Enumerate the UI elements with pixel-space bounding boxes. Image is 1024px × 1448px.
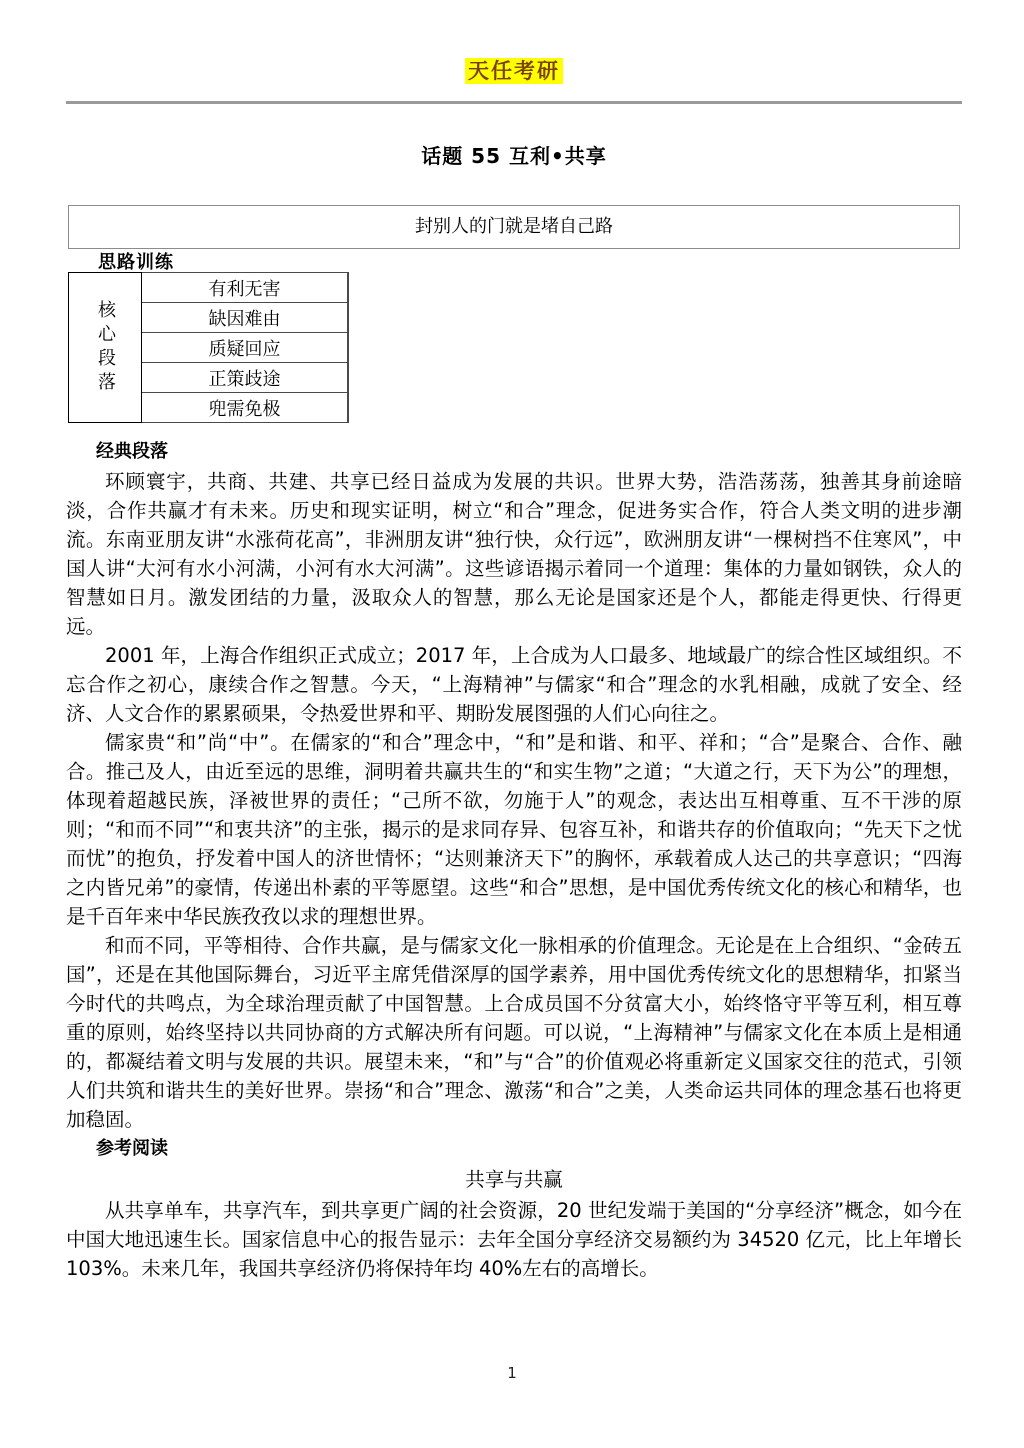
core-paragraph-table [68,272,349,423]
body-paragraph-5: 从共享单车，共享汽车，到共享更广阔的社会资源，20 世纪发端于美国的“分享经济”概念，如今在中国大地迅速生长。国家信息中心的报告显示：去年全国分享经济交易额约为 34520 亿元，比上年增长 103%。未来几年，我国共享经济仍将保持年均 40%左右的高增长。 [66,1199,962,1280]
brand-title [66,56,962,86]
section-heading-classic-paragraph: 经典段落 [96,441,168,462]
table-content-cell[interactable] [348,363,349,393]
table-content-cell[interactable] [348,333,349,363]
body-paragraph-3: 儒家贵“和”尚“中”。在儒家的“和合”理念中，“和”是和谐、和平、祥和；“合”是聚合、合作、融合。推己及人，由近至远的思维，洞明着共赢共生的“和实生物”之道；“大道之行，天下为公”的理想，体现着超越民族，泽被世界的责任；“己所不欲，勿施于人”的观念，表达出互相尊重、互不干涉的原则；“和而不同”“和衷共济”的主张，揭示的是求同存异、包容互补，和谐共存的价值取向；“先天下之忧而忧”的抱负，抒发着中国人的济世情怀；“达则兼济天下”的胸怀，承载着成人达己的共享意识；“四海之内皆兄弟”的豪情，传递出朴素的平等愿望。这些“和合”思想，是中国优秀传统文化的核心和精华，也是千百年来中华民族孜孜以求的理想世界。 [66,731,962,928]
table-label-cell: 质疑回应 [142,333,348,363]
table-content-cell[interactable] [348,303,349,333]
page-header [66,56,962,106]
page-number: 1 [507,1364,517,1382]
article-body [66,437,962,1283]
table-content-cell[interactable] [348,273,349,303]
table-label-cell: 有利无害 [142,273,348,303]
reference-reading-title: 共享与共赢 [465,1168,563,1191]
subtitle-box: 封别人的门就是堵自己路 [68,205,960,249]
section-heading-reference-reading: 参考阅读 [96,1138,168,1159]
body-paragraph-4: 和而不同，平等相待、合作共赢，是与儒家文化一脉相承的价值理念。无论是在上合组织、“金砖五国”，还是在其他国际舞台，习近平主席凭借深厚的国学素养，用中国优秀传统文化的思想精华，扣紧当今时代的共鸣点，为全球治理贡献了中国智慧。上合成员国不分贫富大小，始终恪守平等互利，相互尊重的原则，始终坚持以共同协商的方式解决所有问题。可以说，“上海精神”与儒家文化在本质上是相通的，都凝结着文明与发展的共识。展望未来，“和”与“合”的价值观必将重新定义国家交往的范式，引领人们共筑和谐共生的美好世界。崇扬“和合”理念、激荡“和合”之美，人类命运共同体的理念基石也将更加稳固。 [66,934,962,1131]
section-heading-thought-training: 思路训练 [98,252,174,273]
table-label-cell: 兜需免极 [142,393,348,423]
page-title: 话题 55 互利•共享 [421,144,607,168]
body-paragraph-2: 2001 年，上海合作组织正式成立；2017 年，上合成为人口最多、地域最广的综合性区域组织。不忘合作之初心，康续合作之智慧。今天，“上海精神”与儒家“和合”理念的水乳相融，成就了安全、经济、人文合作的累累硕果，令热爱世界和平、期盼发展图强的人们心向往之。 [66,644,962,725]
header-divider [66,101,962,104]
table-row [69,273,349,303]
table-label-cell: 缺因难由 [142,303,348,333]
body-paragraph-1: 环顾寰宇，共商、共建、共享已经日益成为发展的共识。世界大势，浩浩荡荡，独善其身前途暗淡，合作共赢才有未来。历史和现实证明，树立“和合”理念，促进务实合作，符合人类文明的进步潮流。东南亚朋友讲“水涨荷花高”，非洲朋友讲“独行快，众行远”，欧洲朋友讲“一棵树挡不住寒风”，中国人讲“大河有水小河满，小河有水大河满”。这些谚语揭示着同一个道理：集体的力量如钢铁，众人的智慧如日月。激发团结的力量，汲取众人的智慧，那么无论是国家还是个人，都能走得更快、行得更远。 [66,470,962,638]
brand-title-text: 天任考研 [465,58,563,84]
table-row-header: 核心段落 [69,273,142,423]
table-content-cell[interactable] [348,393,349,423]
table-label-cell: 正策歧途 [142,363,348,393]
